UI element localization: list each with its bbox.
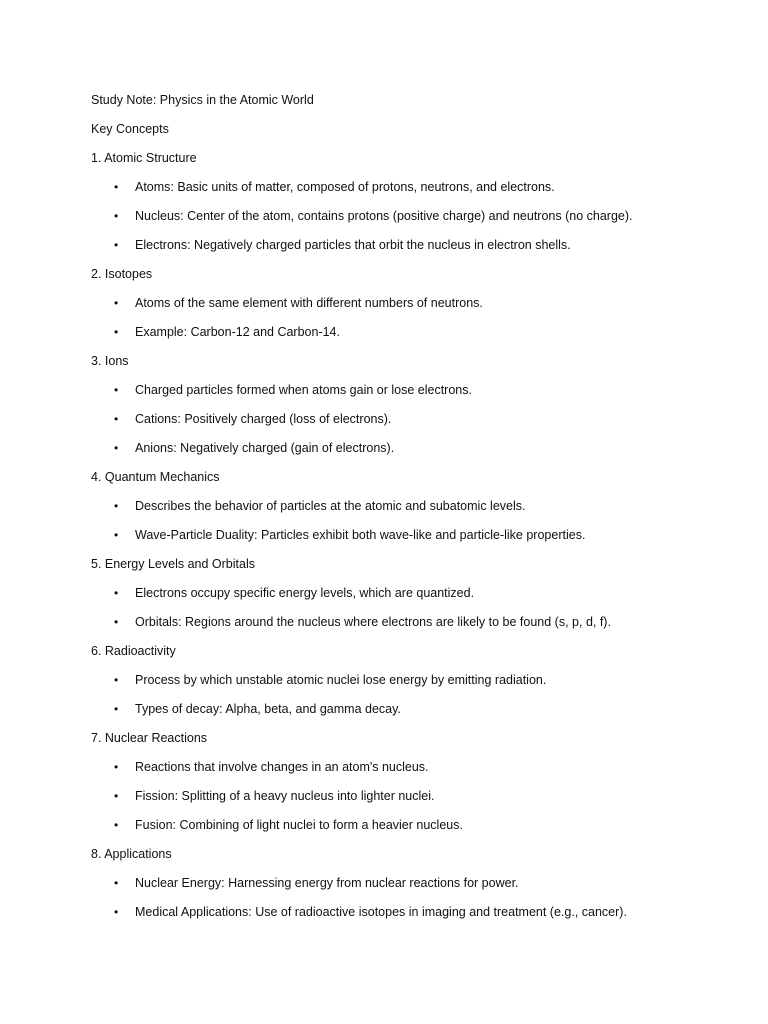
bullet-icon: • — [114, 818, 119, 832]
list-item — [91, 382, 708, 411]
list-item — [91, 701, 708, 730]
bullet-list — [91, 672, 708, 730]
bullet-list — [91, 759, 708, 846]
bullet-icon: • — [114, 499, 119, 513]
list-item-text: Wave-Particle Duality: Particles exhibit both wave-like and particle-like properties. — [135, 528, 586, 542]
list-item — [91, 411, 708, 440]
list-item-text: Electrons: Negatively charged particles that orbit the nucleus in electron shells. — [135, 238, 571, 252]
section — [91, 556, 708, 643]
list-item — [91, 759, 708, 788]
bullet-icon: • — [114, 441, 119, 455]
sections-container — [91, 150, 708, 933]
list-item-text: Fusion: Combining of light nuclei to form a heavier nucleus. — [135, 818, 463, 832]
list-item-text: Electrons occupy specific energy levels, which are quantized. — [135, 586, 475, 600]
document-subtitle: Key Concepts — [91, 122, 169, 136]
bullet-icon: • — [114, 615, 119, 629]
section-heading: 3. Ions — [91, 354, 129, 368]
section — [91, 266, 708, 353]
section-heading: 2. Isotopes — [91, 267, 153, 281]
bullet-list — [91, 585, 708, 643]
list-item-text: Process by which unstable atomic nuclei lose energy by emitting radiation. — [135, 673, 547, 687]
list-item-text: Types of decay: Alpha, beta, and gamma decay. — [135, 702, 401, 716]
bullet-icon: • — [114, 528, 119, 542]
section — [91, 469, 708, 556]
list-item — [91, 904, 708, 933]
list-item-text: Nuclear Energy: Harnessing energy from nuclear reactions for power. — [135, 876, 519, 890]
list-item-text: Charged particles formed when atoms gain or lose electrons. — [135, 383, 472, 397]
list-item — [91, 614, 708, 643]
bullet-icon: • — [114, 325, 119, 339]
list-item — [91, 440, 708, 469]
section-heading: 1. Atomic Structure — [91, 151, 197, 165]
section-heading: 8. Applications — [91, 847, 172, 861]
list-item — [91, 498, 708, 527]
section — [91, 643, 708, 730]
list-item — [91, 179, 708, 208]
bullet-icon: • — [114, 209, 119, 223]
list-item — [91, 527, 708, 556]
section — [91, 730, 708, 846]
bullet-icon: • — [114, 789, 119, 803]
bullet-icon: • — [114, 905, 119, 919]
document-title: Study Note: Physics in the Atomic World — [91, 93, 314, 107]
bullet-icon: • — [114, 760, 119, 774]
section-heading: 5. Energy Levels and Orbitals — [91, 557, 255, 571]
list-item-text: Nucleus: Center of the atom, contains protons (positive charge) and neutrons (no charge). — [135, 209, 633, 223]
section-heading: 6. Radioactivity — [91, 644, 176, 658]
list-item — [91, 208, 708, 237]
bullet-list — [91, 498, 708, 556]
bullet-list — [91, 295, 708, 353]
list-item-text: Fission: Splitting of a heavy nucleus into lighter nuclei. — [135, 789, 435, 803]
list-item-text: Reactions that involve changes in an atom's nucleus. — [135, 760, 429, 774]
section-heading: 7. Nuclear Reactions — [91, 731, 208, 745]
bullet-list — [91, 382, 708, 469]
list-item-text: Describes the behavior of particles at the atomic and subatomic levels. — [135, 499, 526, 513]
list-item — [91, 672, 708, 701]
bullet-icon: • — [114, 238, 119, 252]
list-item-text: Orbitals: Regions around the nucleus where electrons are likely to be found (s, p, d, f). — [135, 615, 611, 629]
bullet-icon: • — [114, 673, 119, 687]
list-item — [91, 585, 708, 614]
section — [91, 353, 708, 469]
section — [91, 846, 708, 933]
list-item — [91, 324, 708, 353]
bullet-icon: • — [114, 412, 119, 426]
bullet-icon: • — [114, 702, 119, 716]
bullet-icon: • — [114, 296, 119, 310]
bullet-icon: • — [114, 180, 119, 194]
list-item — [91, 788, 708, 817]
list-item-text: Atoms of the same element with different numbers of neutrons. — [135, 296, 483, 310]
list-item-text: Anions: Negatively charged (gain of electrons). — [135, 441, 395, 455]
bullet-list — [91, 179, 708, 266]
list-item-text: Cations: Positively charged (loss of electrons). — [135, 412, 392, 426]
section — [91, 150, 708, 266]
list-item — [91, 817, 708, 846]
list-item — [91, 295, 708, 324]
list-item-text: Atoms: Basic units of matter, composed of protons, neutrons, and electrons. — [135, 180, 555, 194]
bullet-icon: • — [114, 876, 119, 890]
section-heading: 4. Quantum Mechanics — [91, 470, 220, 484]
list-item-text: Medical Applications: Use of radioactive isotopes in imaging and treatment (e.g., cancer). — [135, 905, 627, 919]
list-item — [91, 237, 708, 266]
bullet-icon: • — [114, 383, 119, 397]
bullet-list — [91, 875, 708, 933]
bullet-icon: • — [114, 586, 119, 600]
list-item-text: Example: Carbon-12 and Carbon-14. — [135, 325, 340, 339]
list-item — [91, 875, 708, 904]
